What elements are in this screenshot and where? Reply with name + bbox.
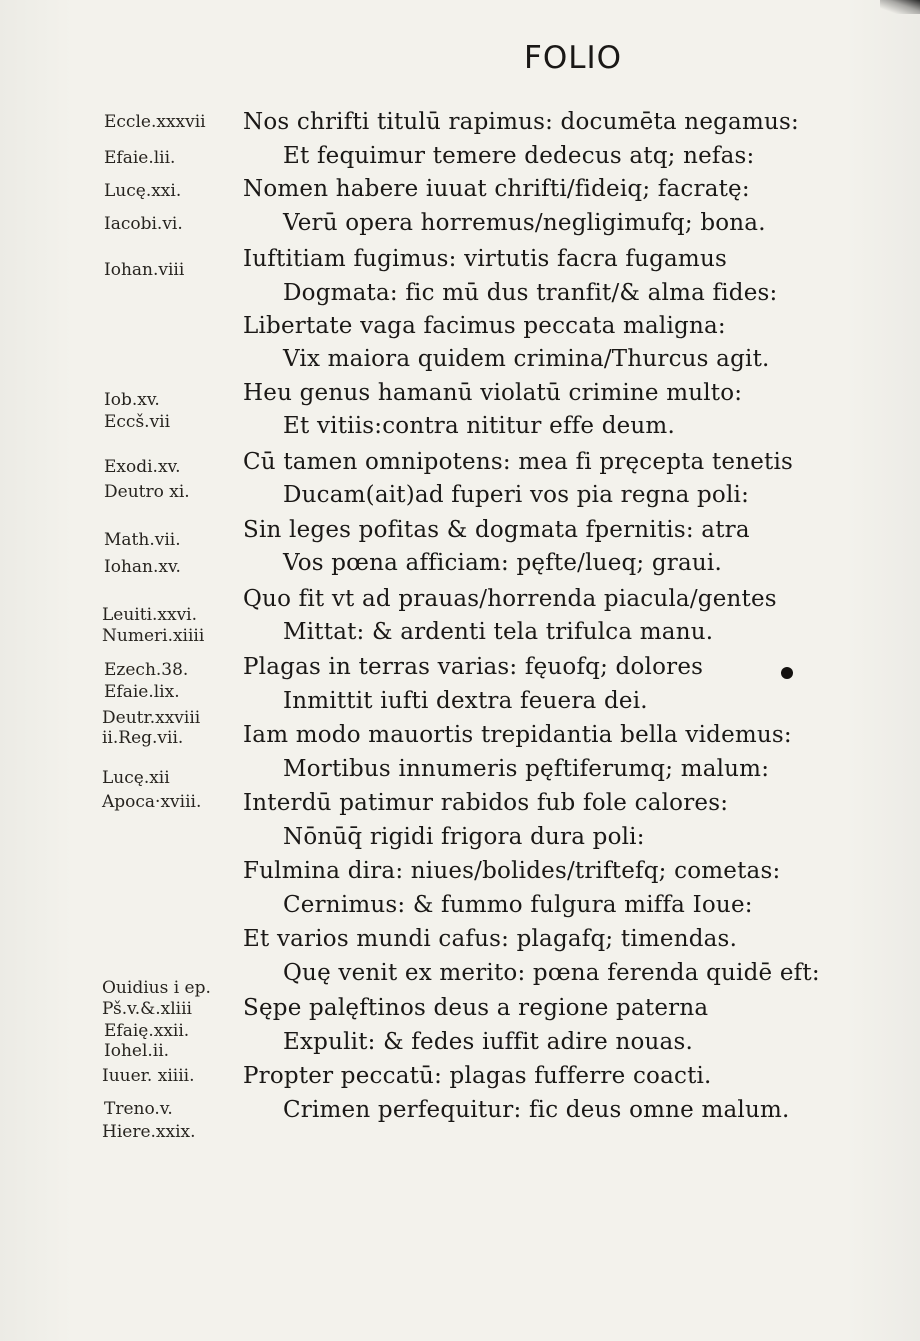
margin-note: Deutr.xxviii [102,708,201,728]
margin-note: Pš.v.&.xliii [102,999,192,1019]
margin-note: Iohan.xv. [104,557,181,577]
margin-note: Eccš.vii [104,412,171,432]
verse-line: Interdū patimur rabidos fub fole calores: [243,790,729,816]
margin-note: Efaie.lix. [104,682,180,702]
margin-note: ii.Reg.vii. [102,728,184,748]
margin-note: Iuuer. xiiii. [102,1066,195,1086]
margin-note: Lucę.xxi. [104,181,182,201]
verse-line: Vix maiora quidem crimina/Thurcus agit. [283,346,770,372]
verse-line: Nos chrifti titulū rapimus: documēta negamus: [243,109,799,135]
margin-note: Ezech.38. [104,660,189,680]
verse-line: Cū tamen omnipotens: mea fi pręcepta tenetis [243,449,794,475]
margin-note: Iohan.viii [104,260,185,280]
verse-line: Sin leges pofitas & dogmata fpernitis: atra [243,517,750,543]
verse-line: Propter peccatū: plagas fufferre coacti. [243,1063,712,1089]
verse-line: Cernimus: & fummo fulgura miffa Ioue: [283,892,753,918]
verse-line: Iam modo mauortis trepidantia bella videmus: [243,722,792,748]
margin-note: Numeri.xiiii [102,626,205,646]
verse-line: Ducam(ait)ad fuperi vos pia regna poli: [283,482,750,508]
verse-line: Expulit: & fedes iuffit adire nouas. [283,1029,693,1055]
margin-note: Deutro xi. [104,482,190,502]
margin-note: Ouidius i ep. [102,978,211,998]
margin-note: Hiere.xxix. [102,1122,196,1142]
margin-note: Eccle.xxxvii [104,112,206,132]
verse-line: Sępe palęftinos deus a regione paterna [243,995,709,1021]
margin-note: Iob.xv. [104,390,160,410]
margin-note: Exodi.xv. [104,457,181,477]
verse-line: Et varios mundi cafus: plagafq; timendas. [243,926,738,952]
margin-note: Efaię.xxii. [104,1021,190,1041]
verse-line: Verū opera horremus/negligimufq; bona. [283,210,766,236]
verse-line: Plagas in terras varias: fęuofq; dolores [243,654,704,680]
verse-line: Heu genus hamanū violatū crimine multo: [243,380,743,406]
verse-line: Inmittit iufti dextra feuera dei. [283,688,648,714]
verse-line: Crimen perfequitur: fic deus omne malum. [283,1097,790,1123]
verse-line: Et fequimur temere dedecus atq; nefas: [283,143,755,169]
verse-line: Quę venit ex merito: pœna ferenda quidē eft: [283,960,820,986]
verse-line: Quo fit vt ad prauas/horrenda piacula/gentes [243,586,777,612]
verse-line: Et vitiis:contra nititur effe deum. [283,413,675,439]
verse-line: Iuftitiam fugimus: virtutis facra fugamus [243,246,727,272]
page-corner-shadow [880,0,920,14]
verse-line: Nōnūq̄ rigidi frigora dura poli: [283,824,645,850]
margin-note: Lucę.xii [102,768,170,788]
margin-note: Iohel.ii. [104,1041,170,1061]
page-header-folio: FOLIO [524,40,623,76]
verse-line: Mortibus innumeris pęftiferumq; malum: [283,756,770,782]
margin-note: Treno.v. [104,1099,173,1119]
verse-line: Fulmina dira: niues/bolides/triftefq; cometas: [243,858,781,884]
margin-note: Efaie.lii. [104,148,176,168]
verse-line: Dogmata: fic mū dus tranfit/& alma fides: [283,280,778,306]
verse-line: Vos pœna afficiam: pęfte/lueq; graui. [283,550,722,576]
verse-line: Nomen habere iuuat chrifti/fideiq; facratę: [243,176,750,202]
verse-line: Libertate vaga facimus peccata maligna: [243,313,726,339]
bullet-mark [781,667,793,679]
margin-note: Leuiti.xxvi. [102,605,198,625]
verse-line: Mittat: & ardenti tela trifulca manu. [283,619,714,645]
margin-note: Iacobi.vi. [104,214,183,234]
margin-note: Math.vii. [104,530,181,550]
margin-note: Apoca·xviii. [102,792,202,812]
